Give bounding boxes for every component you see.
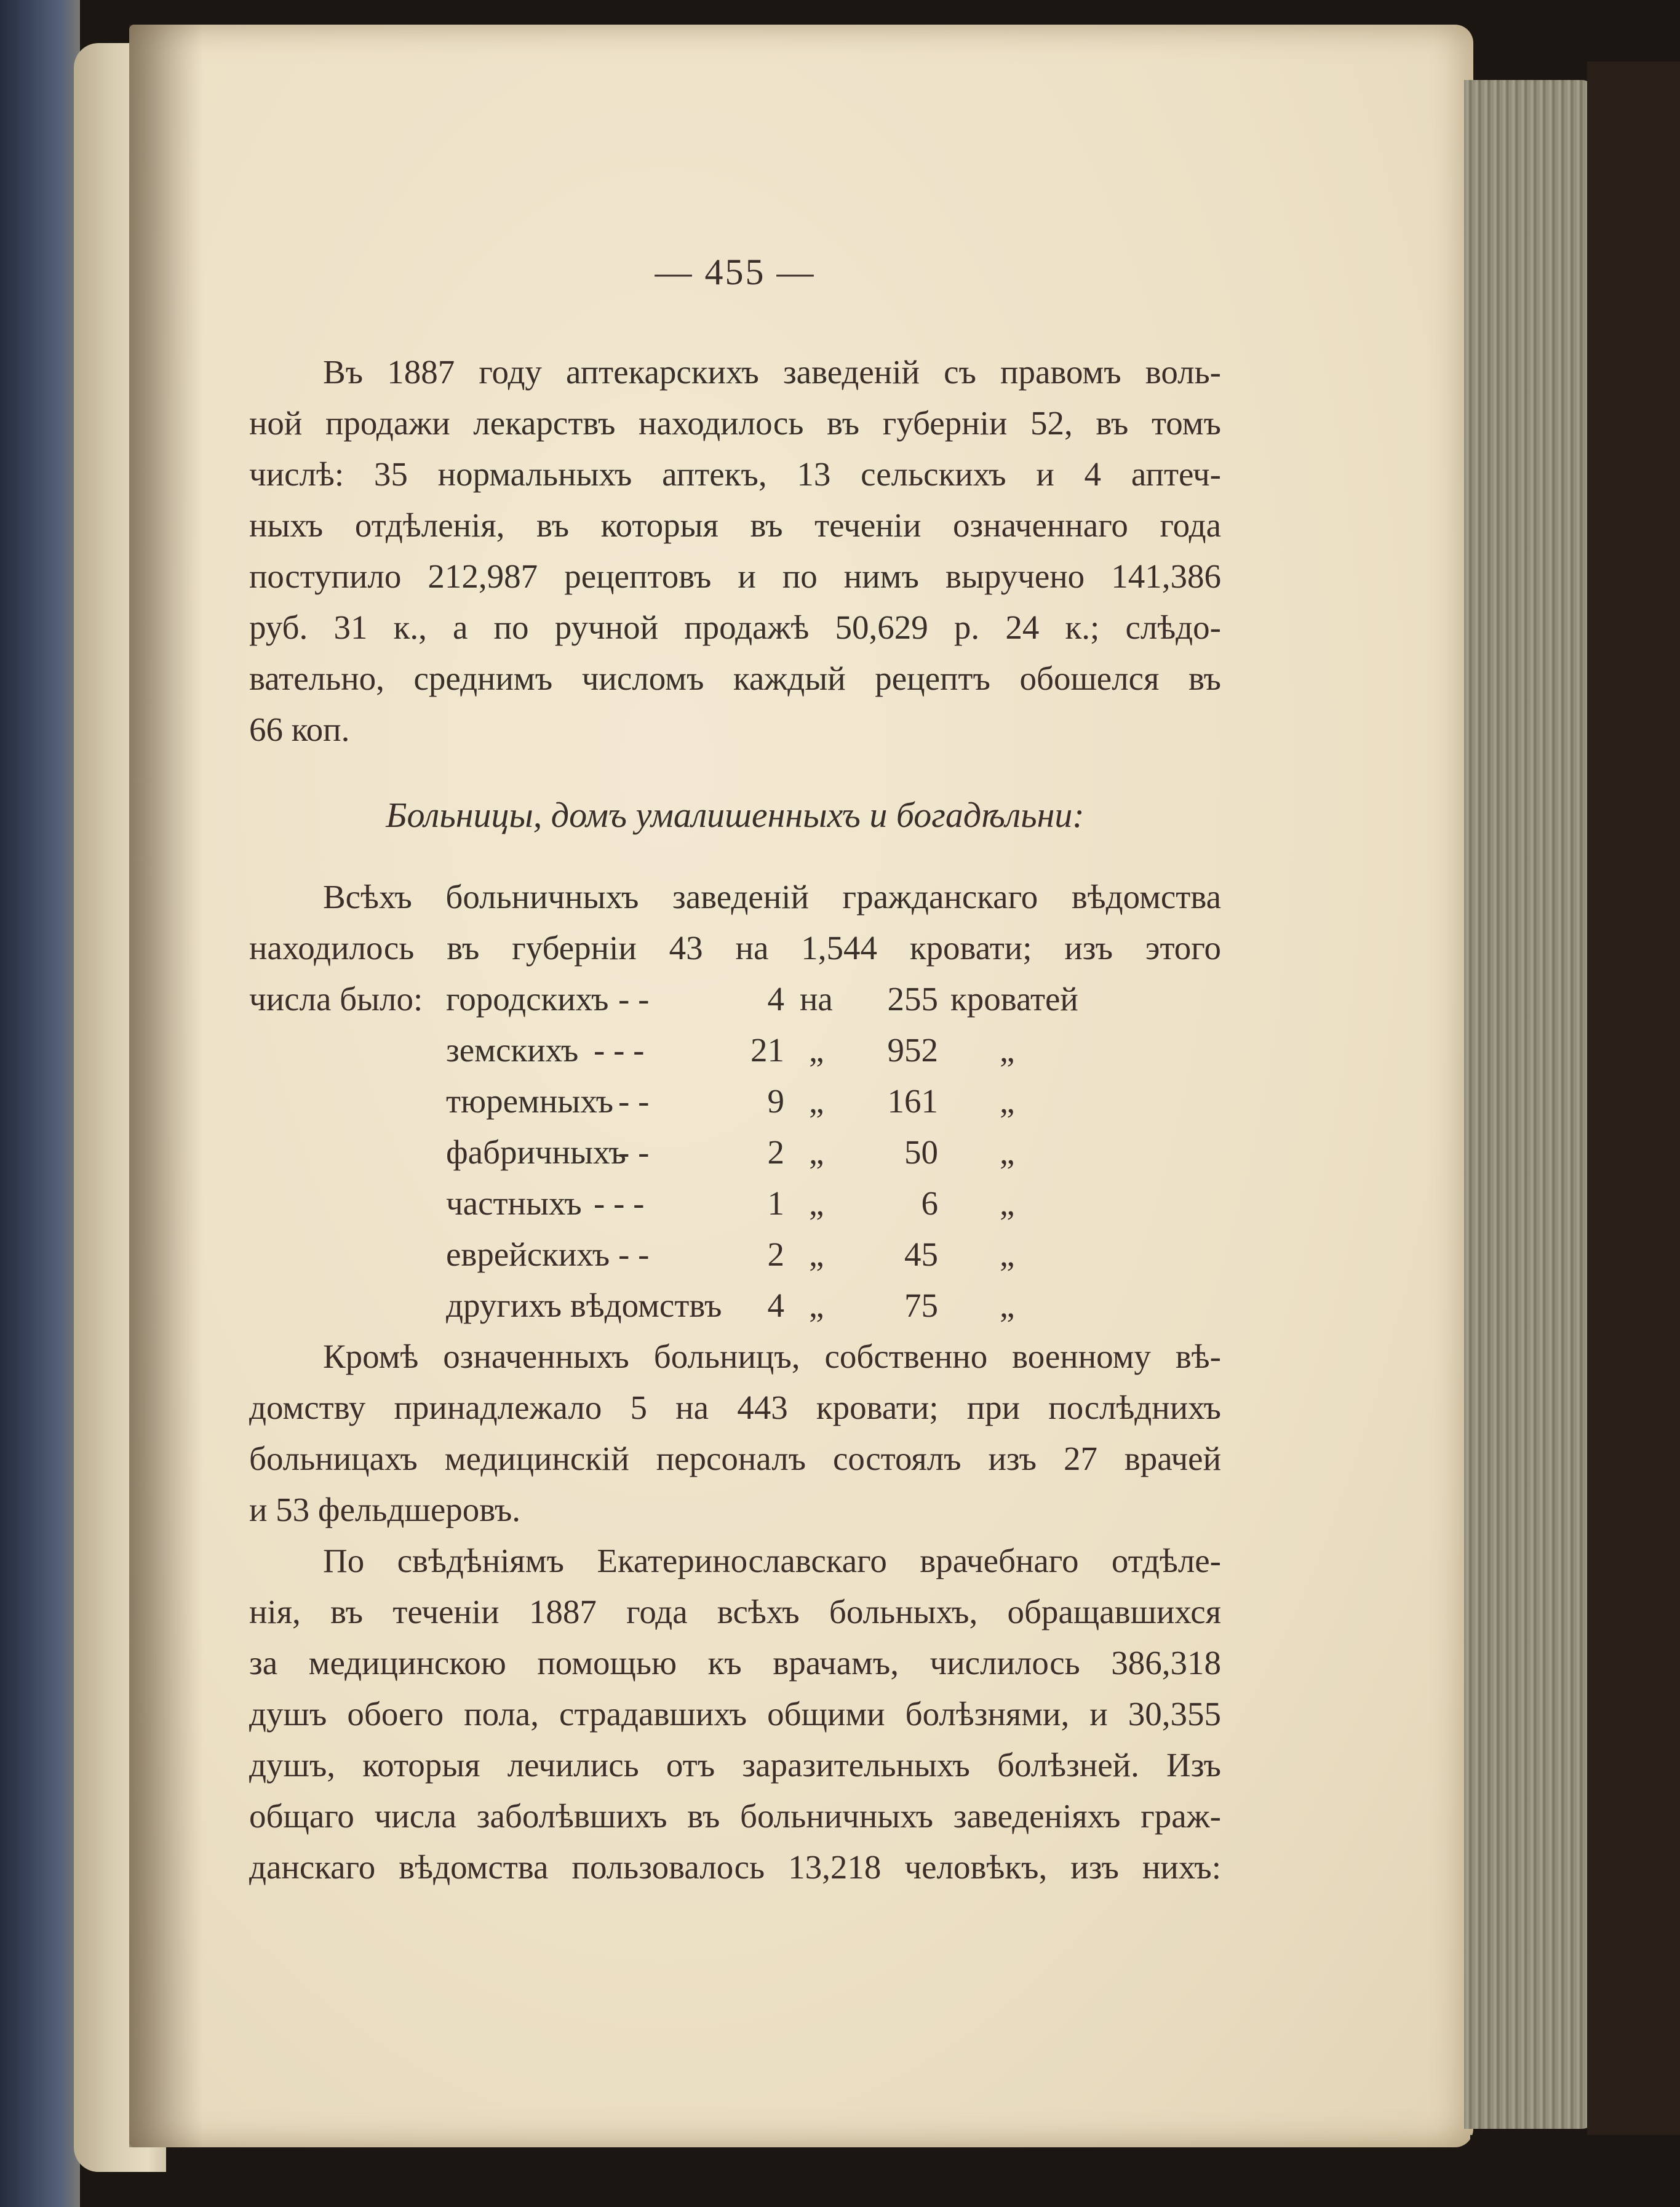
table-on: „ — [809, 1031, 824, 1069]
table-on: на — [800, 980, 833, 1018]
table-count: 2 — [767, 1235, 784, 1273]
text-line: ной продажи лекарствъ находилось въ губерніи 52, въ томъ — [249, 404, 1221, 442]
text-line: домству принадлежало 5 на 443 кровати; при послѣднихъ — [249, 1389, 1221, 1426]
page-fore-edge — [1464, 80, 1593, 2129]
table-row — [249, 1179, 1221, 1228]
table-label: городскихъ — [446, 980, 609, 1018]
text-line: общаго числа заболѣвшихъ въ больничныхъ заведеніяхъ граж- — [249, 1797, 1221, 1835]
text-line: Кромѣ означенныхъ больницъ, собственно военному вѣ- — [323, 1338, 1221, 1375]
table-unit: „ — [1000, 1184, 1015, 1222]
table-prefix: числа было: — [249, 980, 423, 1018]
text-line: По свѣдѣніямъ Екатеринославскаго врачебнаго отдѣле- — [323, 1542, 1221, 1579]
table-row — [249, 1128, 1221, 1177]
table-beds: 45 — [904, 1235, 938, 1273]
table-on: „ — [809, 1133, 824, 1171]
text-line: 66 коп. — [249, 711, 350, 748]
table-row — [249, 1026, 1221, 1075]
table-beds: 50 — [904, 1133, 938, 1171]
table-unit: „ — [1000, 1133, 1015, 1171]
text-line: нія, въ теченіи 1887 года всѣхъ больныхъ, обращавшихся — [249, 1593, 1221, 1630]
table-row — [249, 975, 1221, 1024]
table-unit: „ — [1000, 1082, 1015, 1120]
page-gutter-shadow — [129, 25, 203, 2147]
table-dash: - - - — [594, 1031, 645, 1069]
text-line: числѣ: 35 нормальныхъ аптекъ, 13 сельскихъ и 4 аптеч- — [249, 455, 1221, 493]
table-unit: „ — [1000, 1235, 1015, 1273]
text-line: душъ, которыя лечились отъ заразительныхъ болѣзней. Изъ — [249, 1746, 1221, 1784]
table-on: „ — [809, 1184, 824, 1222]
table-label: еврейскихъ — [446, 1235, 610, 1273]
text-line: душъ обоего пола, страдавшихъ общими болѣзнями, и 30,355 — [249, 1695, 1221, 1733]
table-label: земскихъ — [446, 1031, 579, 1069]
table-beds: 161 — [887, 1082, 938, 1120]
table-beds: 255 — [887, 980, 938, 1018]
text-line: ныхъ отдѣленія, въ которыя въ теченіи означеннаго года — [249, 506, 1221, 544]
text-line: и 53 фельдшеровъ. — [249, 1491, 521, 1528]
table-label: фабричныхъ — [446, 1133, 626, 1171]
table-beds: 75 — [904, 1287, 938, 1324]
table-beds: 952 — [887, 1031, 938, 1069]
table-count: 1 — [767, 1184, 784, 1222]
table-beds: 6 — [921, 1184, 938, 1222]
table-unit: кроватей — [950, 980, 1078, 1018]
table-row — [249, 1230, 1221, 1279]
section-heading: Больницы, домъ умалишенныхъ и богадѣльни: — [386, 795, 1085, 835]
table-dash: - - — [618, 1235, 650, 1273]
text-line: поступило 212,987 рецептовъ и по нимъ выручено 141,386 — [249, 557, 1221, 595]
text-line: за медицинскою помощью къ врачамъ, числилось 386,318 — [249, 1644, 1221, 1682]
table-dash: - - — [618, 1133, 650, 1171]
table-dash: - - — [618, 1082, 650, 1120]
text-line: находилось въ губерніи 43 на 1,544 кровати; изъ этого — [249, 929, 1221, 967]
table-on: „ — [809, 1082, 824, 1120]
text-line: больницахъ медицинскій персоналъ состоялъ изъ 27 врачей — [249, 1440, 1221, 1477]
table-label: другихъ вѣдомствъ — [446, 1287, 722, 1324]
table-label: тюремныхъ — [446, 1082, 614, 1120]
table-label: частныхъ — [446, 1184, 582, 1222]
text-line: данскаго вѣдомства пользовалось 13,218 человѣкъ, изъ нихъ: — [249, 1848, 1221, 1886]
book-cover-left — [0, 0, 80, 2207]
table-unit: „ — [1000, 1287, 1015, 1324]
table-on: „ — [809, 1287, 824, 1324]
table-count: 2 — [767, 1133, 784, 1171]
table-dash: - - — [618, 980, 650, 1018]
text-line: руб. 31 к., а по ручной продажѣ 50,629 р. 24 к.; слѣдо- — [249, 609, 1221, 646]
table-count: 4 — [767, 980, 784, 1018]
text-line: Въ 1887 году аптекарскихъ заведеній съ правомъ воль- — [323, 353, 1221, 391]
book-cover-corner — [1470, 2135, 1680, 2207]
book-cover-right — [1587, 62, 1680, 2166]
text-line: Всѣхъ больничныхъ заведеній гражданскаго вѣдомства — [323, 878, 1221, 916]
table-count: 9 — [767, 1082, 784, 1120]
table-dash: - - - — [594, 1184, 645, 1222]
page-number: — 455 — — [655, 252, 816, 292]
text-line: вательно, среднимъ числомъ каждый рецептъ обошелся въ — [249, 660, 1221, 697]
table-row — [249, 1281, 1221, 1330]
table-row — [249, 1077, 1221, 1126]
table-on: „ — [809, 1235, 824, 1273]
table-unit: „ — [1000, 1031, 1015, 1069]
table-count: 21 — [750, 1031, 784, 1069]
table-count: 4 — [767, 1287, 784, 1324]
